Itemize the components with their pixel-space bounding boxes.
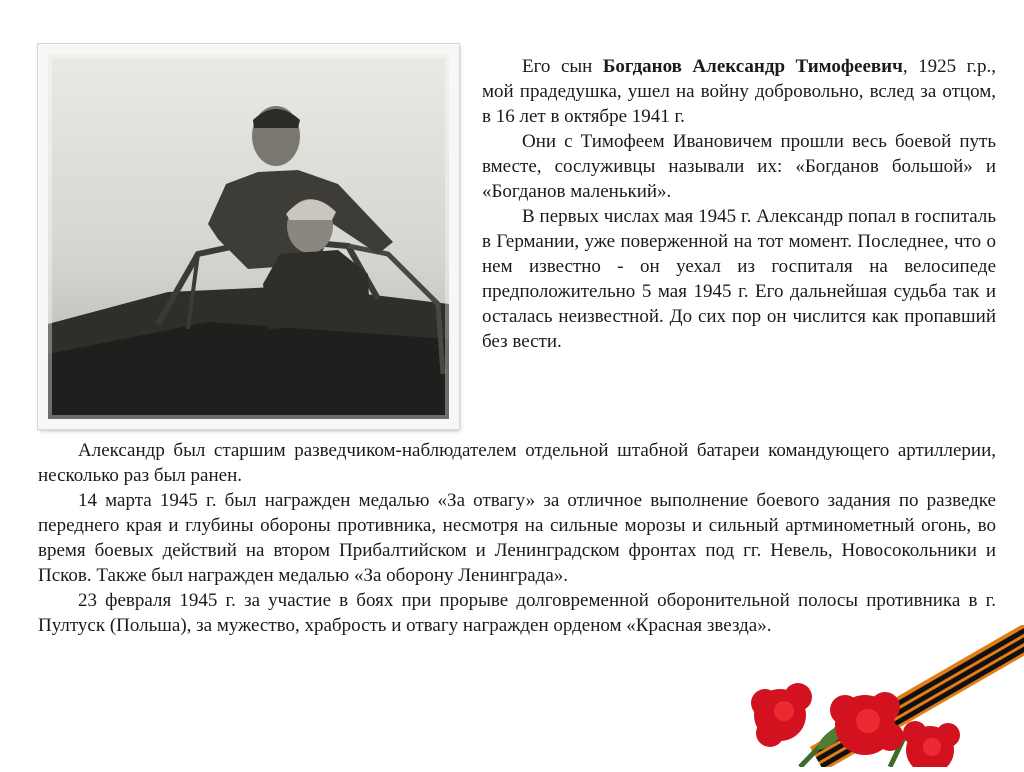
paragraph-fate: В первых числах мая 1945 г. Александр попал в госпиталь в Германии, уже поверженной на тот момент. Последнее, что о нем известно - он уехал из госпиталя на велосипеде предположительно 5 мая 1945 г. Его дальнейшая судьба так и осталась неизвестной. До сих пор он числится как пропавший без вести. [482, 206, 996, 352]
top-text-block [482, 54, 996, 354]
photo-frame [38, 44, 459, 429]
paragraph-service: Они с Тимофеем Ивановичем прошли весь боевой путь вместе, сослуживцы называли их: «Богданов большой» и «Богданов маленький». [482, 131, 996, 202]
paragraph-order: 23 февраля 1945 г. за участие в боях при прорыве долговременной оборонительной полосы противника в г. Пултуск (Польша), за мужество, храбрость и отвагу награжден орденом «Красная звезда». [38, 590, 996, 636]
carnations-st-george-ribbon-icon [740, 625, 1024, 767]
paragraph-intro [482, 54, 996, 129]
decor-flowers [740, 625, 1024, 767]
person-name: Богданов Александр Тимофеевич [602, 56, 903, 77]
soldiers-photo-icon [48, 54, 449, 419]
soldiers-photo [48, 54, 449, 419]
intro-text-start: Его сын [522, 56, 603, 77]
bottom-text-block [38, 438, 996, 638]
paragraph-rank: Александр был старшим разведчиком-наблюдателем отдельной штабной батареи командующего артиллерии, несколько раз был ранен. [38, 440, 996, 486]
paragraph-medal: 14 марта 1945 г. был награжден медалью «За отвагу» за отличное выполнение боевого задания по разведке переднего края и глубины обороны противника, несмотря на сильные морозы и сильный артминометный огонь, во время боевых действий на втором Прибалтийском и Ленинградском фронтах под гг. Невель, Новосокольники и Псков. Также был награжден медалью «За оборону Ленинграда». [38, 490, 996, 586]
intro-text-end: , 1925 г.р., мой прадедушка, ушел на войну добровольно, вслед за отцом, в 16 лет в октябре 1941 г. [482, 56, 996, 127]
